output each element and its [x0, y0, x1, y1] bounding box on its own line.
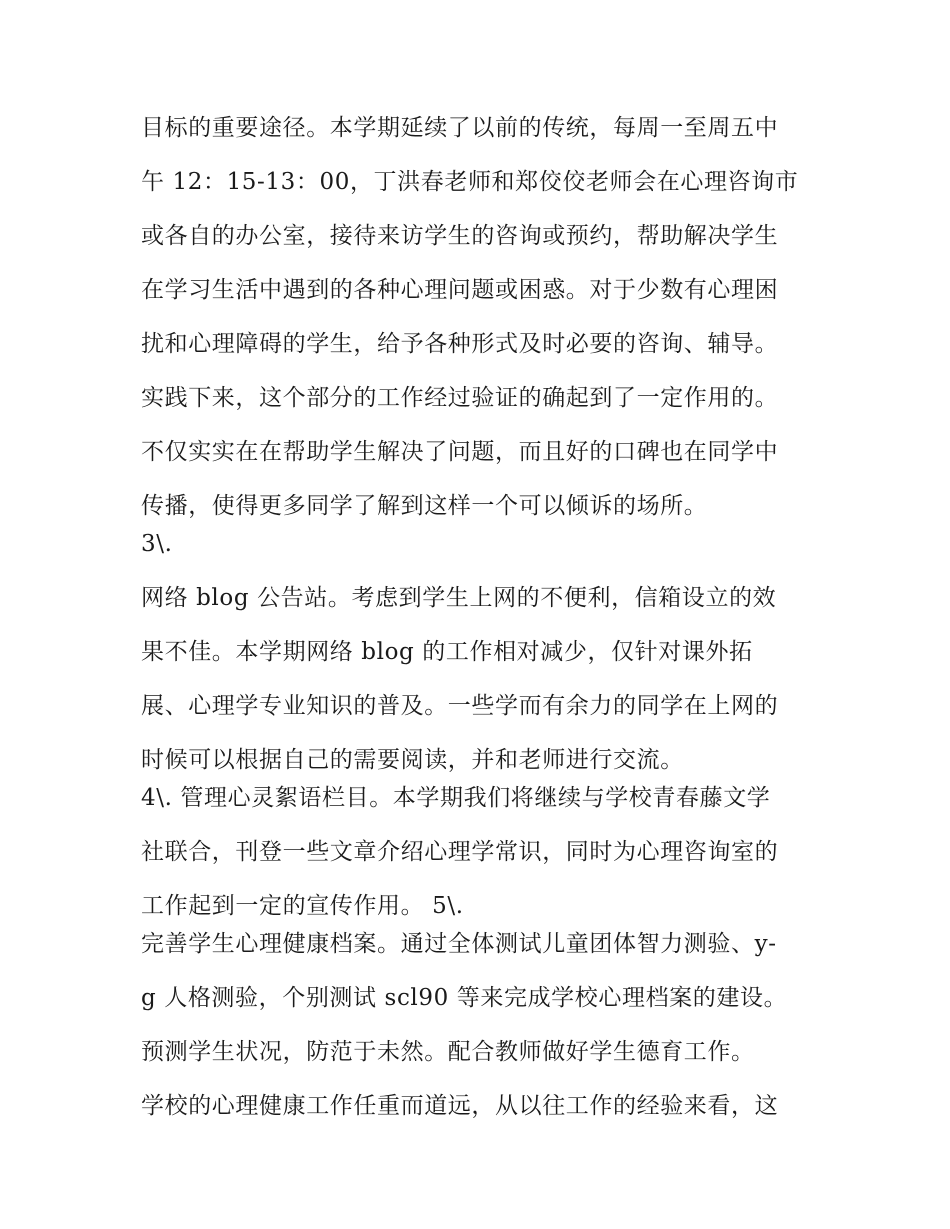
- text-line: 或各自的办公室，接待来访学生的咨询或预约，帮助解决学生: [141, 223, 779, 249]
- text-line: 午 12：15-13：00，丁洪春老师和郑佼佼老师会在心理咨询市: [141, 169, 799, 195]
- text-line: 扰和心理障碍的学生，给予各种形式及时必要的咨询、辅导。: [141, 331, 779, 357]
- text-line: 在学习生活中遇到的各种心理问题或困惑。对于少数有心理困: [141, 277, 779, 303]
- text-line: 时候可以根据自己的需要阅读，并和老师进行交流。: [141, 747, 684, 773]
- text-line: 果不佳。本学期网络 blog 的工作相对减少，仅针对课外拓: [141, 639, 753, 665]
- document-body: [141, 109, 821, 1125]
- text-line: 网络 blog 公告站。考虑到学生上网的不便利，信箱设立的效: [141, 585, 777, 611]
- text-line: 学校的心理健康工作任重而道远，从以往工作的经验来看，这: [141, 1093, 779, 1119]
- text-line: g 人格测验，个别测试 scl90 等来完成学校心理档案的建设。: [141, 985, 788, 1011]
- section-number: 3\.: [141, 531, 173, 557]
- text-line: 实践下来，这个部分的工作经过验证的确起到了一定作用的。: [141, 385, 779, 411]
- text-line: 目标的重要途径。本学期延续了以前的传统，每周一至周五中: [141, 115, 779, 141]
- text-line: 完善学生心理健康档案。通过全体测试儿童团体智力测验、y-: [141, 931, 777, 957]
- text-line: 4\. 管理心灵絮语栏目。本学期我们将继续与学校青春藤文学: [141, 785, 771, 811]
- text-line: 社联合，刊登一些文章介绍心理学常识，同时为心理咨询室的: [141, 839, 779, 865]
- text-line: 不仅实实在在帮助学生解决了问题，而且好的口碑也在同学中: [141, 439, 779, 465]
- text-line: 工作起到一定的宣传作用。 5\.: [141, 893, 464, 919]
- text-line: 展、心理学专业知识的普及。一些学而有余力的同学在上网的: [141, 693, 779, 719]
- text-line: 传播，使得更多同学了解到这样一个可以倾诉的场所。: [141, 493, 708, 519]
- text-line: 预测学生状况，防范于未然。配合教师做好学生德育工作。: [141, 1039, 755, 1065]
